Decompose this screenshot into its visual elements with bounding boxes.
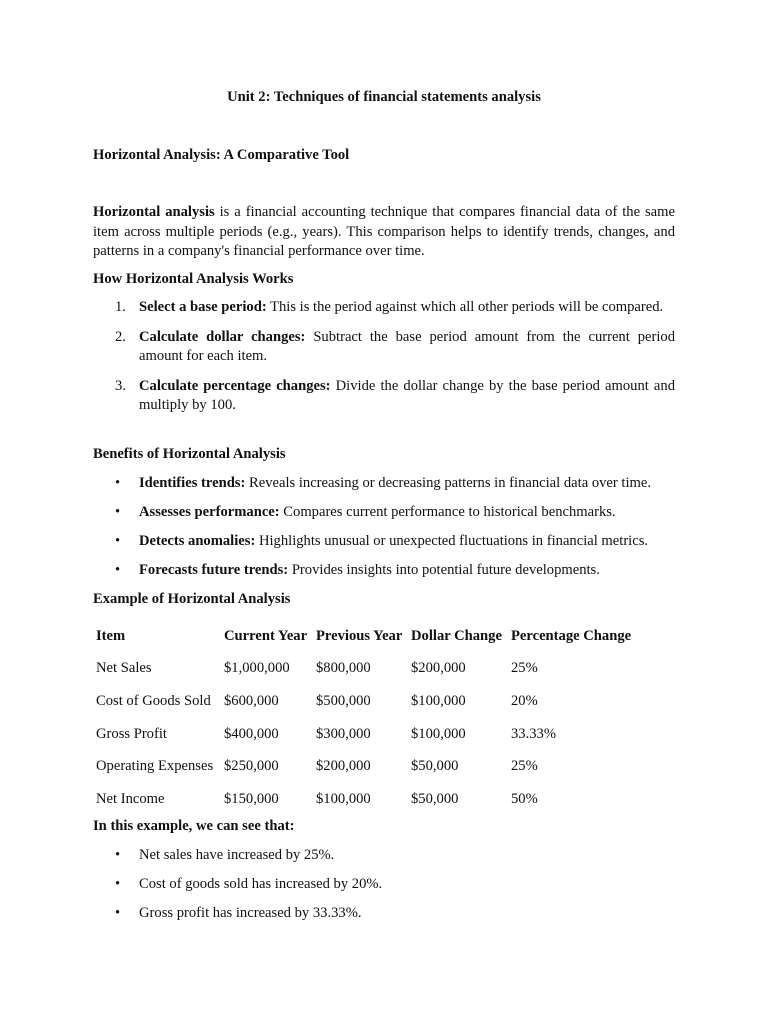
step-text: This is the period against which all other periods will be compared. [266, 299, 664, 315]
table-row [93, 653, 642, 686]
step-text: Divide the dollar change by the base period amount and multiply by 100. [139, 377, 675, 413]
column-header: Item [96, 627, 126, 644]
table-cell: $500,000 [316, 692, 371, 709]
benefits-list [93, 474, 675, 590]
step-number: 2. [115, 328, 126, 345]
table-cell: $800,000 [316, 660, 371, 677]
table-cell: $100,000 [411, 725, 466, 742]
intro-paragraph [93, 203, 675, 262]
column-header: Previous Year [316, 627, 403, 644]
step-number: 3. [115, 377, 126, 394]
intro-text: is a financial accounting technique that compares financial data of the same item across multiple periods (e.g., years). This comparison helps to identify trends, changes, and patterns in a company's financial performance over time. [93, 204, 675, 259]
step-label: Calculate dollar changes: [139, 328, 306, 345]
benefit-item [93, 503, 675, 523]
section-title: Horizontal Analysis: A Comparative Tool [93, 147, 350, 163]
table-cell: $200,000 [316, 758, 371, 775]
bullet-icon: • [115, 533, 121, 549]
table-cell: Cost of Goods Sold [96, 692, 211, 709]
benefit-item [93, 474, 675, 494]
table-cell: Gross Profit [96, 725, 167, 742]
table-cell: 25% [511, 758, 538, 775]
step-item [93, 328, 675, 367]
benefit-label: Identifies trends: [139, 475, 246, 491]
table-cell: 25% [511, 660, 538, 677]
column-header: Percentage Change [511, 627, 632, 644]
benefit-label: Forecasts future trends: [139, 562, 289, 578]
table-row [93, 718, 642, 751]
observation-text: Net sales have increased by 25%. [139, 847, 335, 863]
bullet-icon: • [115, 905, 121, 921]
table-cell: $250,000 [224, 758, 279, 775]
step-item [93, 377, 675, 416]
intro-term: Horizontal analysis [93, 204, 215, 220]
bullet-icon: • [115, 475, 121, 491]
observation-text: Cost of goods sold has increased by 20%. [139, 876, 383, 892]
column-header: Current Year [224, 627, 308, 644]
bullet-icon: • [115, 504, 121, 520]
step-item [93, 298, 675, 318]
bullet-icon: • [115, 876, 121, 892]
table-cell: Net Income [96, 791, 165, 808]
table-row [93, 685, 642, 718]
table-cell: 50% [511, 791, 538, 808]
benefit-text: Reveals increasing or decreasing patterns in financial data over time. [245, 475, 651, 491]
table-cell: 20% [511, 692, 538, 709]
observation-item [93, 846, 675, 866]
step-label: Select a base period: [139, 299, 267, 315]
step-text: Subtract the base period amount from the current period amount for each item. [139, 328, 675, 364]
benefit-item [93, 561, 675, 581]
table-cell: $100,000 [316, 791, 371, 808]
benefits-heading: Benefits of Horizontal Analysis [93, 446, 286, 462]
table-cell: $300,000 [316, 725, 371, 742]
table-cell: $150,000 [224, 791, 279, 808]
table-cell: Operating Expenses [96, 758, 214, 775]
table-cell: $1,000,000 [224, 660, 290, 677]
observation-item [93, 875, 675, 895]
observation-text: Gross profit has increased by 33.33%. [139, 905, 362, 921]
bullet-icon: • [115, 562, 121, 578]
table-cell: $100,000 [411, 692, 466, 709]
bullet-icon: • [115, 847, 121, 863]
table-cell: 33.33% [511, 725, 556, 742]
table-cell: $50,000 [411, 758, 459, 775]
benefit-item [93, 532, 675, 552]
how-it-works-heading: How Horizontal Analysis Works [93, 271, 294, 287]
table-cell: Net Sales [96, 660, 152, 677]
step-label: Calculate percentage changes: [139, 377, 331, 394]
table-cell: $400,000 [224, 725, 279, 742]
example-heading: Example of Horizontal Analysis [93, 591, 291, 607]
step-number: 1. [115, 299, 126, 315]
table-cell: $600,000 [224, 692, 279, 709]
benefit-text: Highlights unusual or unexpected fluctuations in financial metrics. [255, 533, 649, 549]
benefit-text: Compares current performance to historical benchmarks. [279, 504, 616, 520]
steps-list [93, 298, 675, 426]
table-cell: $200,000 [411, 660, 466, 677]
table-header-row [93, 620, 642, 653]
benefit-label: Assesses performance: [139, 504, 280, 520]
observations-list [93, 846, 675, 933]
observations-heading: In this example, we can see that: [93, 818, 295, 834]
table-row [93, 751, 642, 784]
benefit-text: Provides insights into potential future developments. [288, 562, 600, 578]
document-title: Unit 2: Techniques of financial statements analysis [227, 89, 541, 105]
example-table [93, 620, 642, 816]
observation-item [93, 904, 675, 924]
table-cell: $50,000 [411, 791, 459, 808]
benefit-label: Detects anomalies: [139, 533, 256, 549]
column-header: Dollar Change [411, 627, 502, 644]
table-row [93, 783, 642, 816]
